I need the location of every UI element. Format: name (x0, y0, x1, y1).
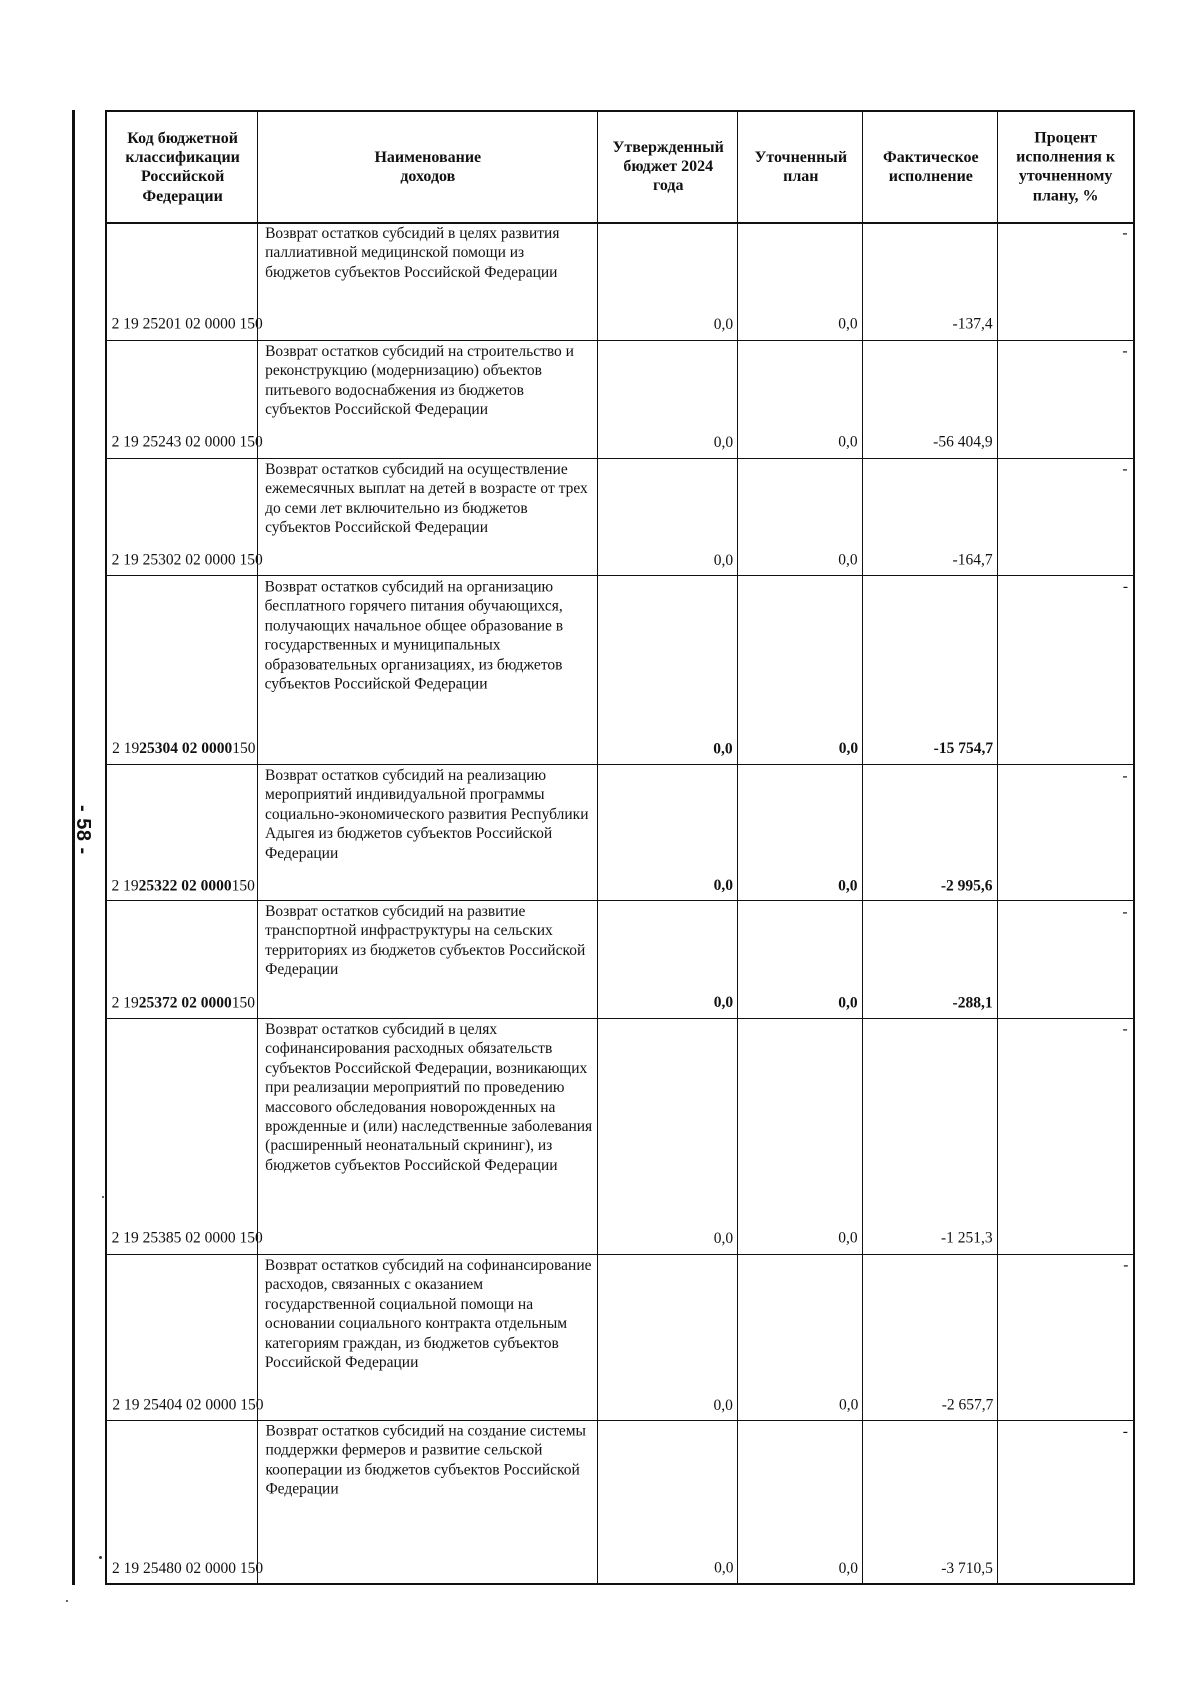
actual-value-cell (863, 1254, 998, 1420)
budget-code-cell (107, 575, 258, 764)
revenue-name-cell (258, 1420, 598, 1583)
refined-text: 0,0 (838, 994, 859, 1012)
actual-value-cell (863, 575, 998, 764)
approved-value-cell (598, 458, 738, 576)
code-text: 2 19 25302 02 0000 150 (112, 552, 264, 570)
actual-value-cell (863, 764, 998, 900)
approved-value-cell (598, 340, 738, 458)
header-code (107, 112, 258, 222)
code-text: 2 19 25372 02 0000 150 (112, 994, 256, 1012)
approved-text: 0,0 (713, 552, 734, 570)
table-container (105, 110, 1135, 1585)
header-text-percent: Процент исполнения к уточненному плану, % (1016, 129, 1115, 205)
percent-text: - (1122, 1422, 1128, 1440)
name-text: Возврат остатков субсидий на создание системы поддержки фермеров и развитие сельской кооперации из бюджетов субъектов Российской Федерации (265, 1422, 586, 1498)
refined-text: 0,0 (838, 434, 859, 452)
percent-value-cell (998, 222, 1133, 340)
actual-value-cell (863, 900, 998, 1018)
revenue-name-cell (258, 222, 598, 340)
actual-value-cell (863, 222, 998, 340)
percent-text: - (1122, 460, 1129, 478)
percent-value-cell (998, 1018, 1133, 1254)
approved-text: 0,0 (713, 434, 734, 452)
refined-text: 0,0 (838, 1230, 858, 1248)
percent-value-cell (998, 340, 1133, 458)
revenue-table (107, 112, 1133, 1583)
approved-text: 0,0 (713, 1230, 733, 1248)
approved-value-cell (598, 764, 738, 900)
approved-text: 0,0 (713, 1396, 733, 1414)
name-text: Возврат остатков субсидий на строительство и реконструкцию (модернизацию) объектов питьевого водоснабжения из бюджетов субъектов Российской Федерации (265, 342, 574, 418)
budget-code-cell (107, 1420, 264, 1583)
approved-text: 0,0 (713, 740, 733, 758)
percent-text: - (1122, 342, 1129, 360)
percent-text: - (1122, 1021, 1128, 1039)
name-text: Возврат остатков субсидий на софинансирование расходов, связанных с оказанием государственной социальной помощи на основании социального контракта отдельным категориям граждан, из бюджетов субъектов Российской Федерации (265, 1256, 592, 1371)
refined-value-cell (738, 900, 863, 1018)
scan-speck (99, 1556, 102, 1559)
budget-code-cell (107, 1254, 264, 1420)
approved-value-cell (598, 575, 738, 764)
refined-value-cell (738, 1018, 863, 1254)
name-text: Возврат остатков субсидий в целях софинансирования расходных обязательств субъектов Российской Федерации, возникающих при реализации мероприятий по проведению массового обследования новорожденных на врожденные и (или) наследственные заболевания (расширенный неонатальный скрининг), из бюджетов субъектов Российской Федерации (265, 1021, 593, 1174)
name-text: Возврат остатков субсидий на развитие транспортной инфраструктуры на сельских территориях из бюджетов субъектов Российской Федерации (265, 903, 586, 979)
budget-code-cell (107, 764, 258, 900)
percent-text: - (1122, 767, 1129, 785)
percent-value-cell (998, 900, 1133, 1018)
actual-text: -137,4 (952, 316, 994, 334)
code-text: 2 19 25385 02 0000 150 (111, 1230, 264, 1248)
revenue-name-cell (258, 340, 598, 458)
refined-text: 0,0 (838, 316, 859, 334)
percent-value-cell (998, 1420, 1133, 1583)
percent-text: - (1122, 225, 1129, 243)
approved-text: 0,0 (713, 1559, 733, 1577)
name-text: Возврат остатков субсидий на реализацию мероприятий индивидуальной программы социально-экономического развития Республики Адыгея из бюджетов субъектов Российской Федерации (265, 767, 589, 862)
code-text: 2 19 25480 02 0000 150 (112, 1559, 264, 1577)
budget-code-cell (107, 222, 264, 340)
name-text: Возврат остатков субсидий в целях развития паллиативной медицинской помощи из бюджетов субъектов Российской Федерации (265, 225, 560, 281)
code-text: 2 19 25404 02 0000 150 (112, 1396, 264, 1414)
scan-speck (66, 1600, 68, 1602)
actual-text: -15 754,7 (933, 740, 993, 758)
refined-value-cell (738, 1254, 863, 1420)
refined-value-cell (738, 222, 863, 340)
header-approved (598, 112, 738, 222)
code-text: 2 19 25201 02 0000 150 (112, 316, 264, 334)
percent-value-cell (998, 764, 1133, 900)
approved-value-cell (598, 1018, 738, 1254)
revenue-name-cell (258, 764, 598, 900)
approved-value-cell (598, 1254, 738, 1420)
actual-text: -2 995,6 (941, 876, 994, 894)
refined-text: 0,0 (838, 740, 858, 758)
percent-value-cell (998, 575, 1133, 764)
actual-text: -3 710,5 (941, 1559, 993, 1577)
percent-value-cell (998, 458, 1133, 576)
header-refined (738, 112, 863, 222)
header-text-refined: Уточненный план (754, 148, 847, 185)
percent-text: - (1122, 578, 1128, 596)
code-text: 2 19 25322 02 0000 150 (112, 876, 256, 894)
actual-text: -2 657,7 (941, 1396, 993, 1414)
name-text: Возврат остатков субсидий на осуществление ежемесячных выплат на детей в возрасте от трех до семи лет включительно из бюджетов субъектов Российской Федерации (265, 460, 588, 536)
percent-text: - (1122, 903, 1129, 921)
budget-code-cell (107, 458, 264, 576)
approved-value-cell (598, 1420, 738, 1583)
revenue-name-cell (258, 575, 598, 764)
actual-text: -1 251,3 (941, 1230, 993, 1248)
refined-text: 0,0 (838, 1559, 858, 1577)
page-number: - 58 - (72, 805, 94, 855)
budget-code-cell (107, 340, 264, 458)
header-text-approved: Утвержденный бюджет 2024 года (612, 139, 724, 195)
revenue-name-cell (258, 900, 598, 1018)
refined-value-cell (738, 458, 863, 576)
refined-value-cell (738, 1420, 863, 1583)
actual-text: -288,1 (952, 994, 994, 1012)
percent-value-cell (998, 1254, 1133, 1420)
refined-value-cell (738, 575, 863, 764)
refined-text: 0,0 (838, 876, 858, 894)
approved-text: 0,0 (713, 994, 734, 1012)
actual-text: -56 404,9 (933, 434, 994, 452)
header-actual (863, 112, 998, 222)
header-name (258, 112, 598, 222)
approved-text: 0,0 (713, 316, 734, 334)
actual-text: -164,7 (952, 552, 994, 570)
actual-value-cell (863, 340, 998, 458)
header-text-code: Код бюджетной классификации Российской Федерации (125, 129, 240, 205)
revenue-name-cell (258, 1254, 598, 1420)
budget-code-cell (107, 900, 258, 1018)
header-text-actual: Фактическое исполнение (882, 148, 979, 185)
code-text: 2 19 25304 02 0000 150 (112, 740, 256, 758)
percent-text: - (1122, 1256, 1128, 1274)
actual-value-cell (863, 458, 998, 576)
approved-text: 0,0 (713, 876, 734, 894)
code-text: 2 19 25243 02 0000 150 (112, 434, 264, 452)
name-text: Возврат остатков субсидий на организацию бесплатного горячего питания обучающихся, получающих начальное общее образование в государственных и муниципальных образовательных организациях, из бюджетов субъектов Российской Федерации (265, 578, 564, 693)
actual-value-cell (863, 1420, 998, 1583)
header-percent (998, 112, 1133, 222)
approved-value-cell (598, 900, 738, 1018)
refined-text: 0,0 (838, 552, 859, 570)
refined-text: 0,0 (838, 1396, 858, 1414)
revenue-name-cell (258, 458, 598, 576)
refined-value-cell (738, 340, 863, 458)
actual-value-cell (863, 1018, 998, 1254)
approved-value-cell (598, 222, 738, 340)
scan-speck (102, 1196, 104, 1198)
header-text-name: Наименование доходов (374, 148, 482, 185)
refined-value-cell (738, 764, 863, 900)
budget-code-cell (107, 1018, 264, 1254)
revenue-name-cell (258, 1018, 598, 1254)
